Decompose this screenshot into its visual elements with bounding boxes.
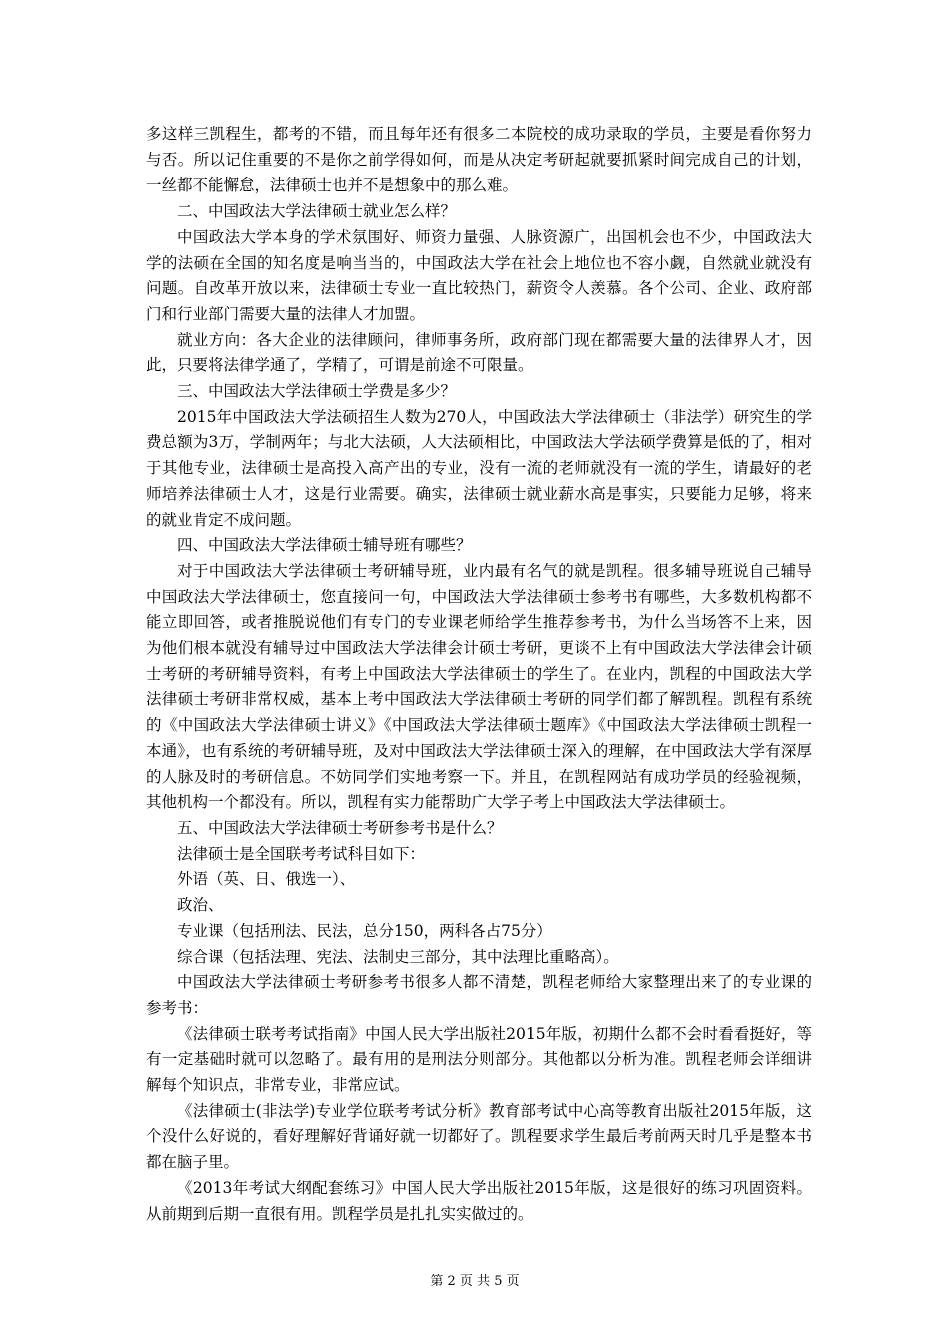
paragraph: 法律硕士是全国联考考试科目如下：	[177, 844, 426, 863]
paragraph: 三、中国政法大学法律硕士学费是多少？	[177, 382, 457, 401]
document-body	[146, 122, 812, 1227]
paragraph: 综合课（包括法理、宪法、法制史三部分，其中法理比重略高）。	[177, 947, 619, 966]
paragraph: 政治、	[177, 896, 224, 915]
paragraph: 二、中国政法大学法律硕士就业怎么样？	[177, 202, 457, 221]
paragraph: 《法律硕士联考考试指南》中国人民大学出版社2015年版，初期什么都不会时看看挺好，等有一定基础时就可以忽略了。最有用的是刑法分则部分。其他都以分析为准。凯程老师会详细讲解每个知识点，非常专业，非常应试。	[146, 1024, 812, 1095]
paragraph: 《2013年考试大纲配套练习》中国人民大学出版社2015年版，这是很好的练习巩固资料。从前期到后期一直很有用。凯程学员是扎扎实实做过的。	[146, 1178, 812, 1223]
paragraph: 就业方向：各大企业的法律顾问，律师事务所，政府部门现在都需要大量的法律界人才，因此，只要将法律学通了，学精了，可谓是前途不可限量。	[146, 330, 812, 375]
page-footer: 第 2 页 共 5 页	[430, 1274, 520, 1289]
paragraph: 对于中国政法大学法律硕士考研辅导班，业内最有名气的就是凯程。很多辅导班说自己辅导中国政法大学法律硕士，您直接问一句，中国政法大学法律硕士参考书有哪些，大多数机构都不能立即回答，或者推脱说他们有专门的专业课老师给学生推荐参考书，为什么当场答不上来，因为他们根本就没有辅导过中国政法大学法律会计硕士考研，更谈不上有中国政法大学法律会计硕士考研的考研辅导资料，有考上中国政法大学法律硕士的学生了。在业内，凯程的中国政法大学法律硕士考研非常权威，基本上考中国政法大学法律硕士考研的同学们都了解凯程。凯程有系统的《中国政法大学法律硕士讲义》《中国政法大学法律硕士题库》《中国政法大学法律硕士凯程一本通》，也有系统的考研辅导班，及对中国政法大学法律硕士深入的理解，在中国政法大学有深厚的人脉及时的考研信息。不妨同学们实地考察一下。并且，在凯程网站有成功学员的经验视频，其他机构一个都没有。所以，凯程有实力能帮助广大学子考上中国政法大学法律硕士。	[146, 561, 812, 812]
paragraph: 专业课（包括刑法、民法，总分150，两科各占75分）	[177, 921, 552, 940]
paragraph: 《法律硕士(非法学)专业学位联考考试分析》教育部考试中心高等教育出版社2015年版，这个没什么好说的，看好理解好背诵好就一切都好了。凯程要求学生最后考前两天时几乎是整本书都在脑子里。	[146, 1101, 812, 1172]
paragraph: 中国政法大学法律硕士考研参考书很多人都不清楚，凯程老师给大家整理出来了的专业课的参考书：	[146, 973, 812, 1017]
paragraph: 2015年中国政法大学法硕招生人数为270人，中国政法大学法律硕士（非法学）研究生的学费总额为3万，学制两年；与北大法硕，人大法硕相比，中国政法大学法硕学费算是低的了，相对于其他专业，法律硕士是高投入高产出的专业，没有一流的老师就没有一流的学生，请最好的老师培养法律硕士人才，这是行业需要。确实，法律硕士就业薪水高是事实，只要能力足够，将来的就业肯定不成问题。	[146, 407, 812, 529]
paragraph: 四、中国政法大学法律硕士辅导班有哪些？	[177, 536, 472, 555]
paragraph: 外语（英、日、俄选一）、	[177, 870, 356, 889]
paragraph: 五、中国政法大学法律硕士考研参考书是什么？	[177, 818, 503, 837]
paragraph: 中国政法大学本身的学术氛围好、师资力量强、人脉资源广，出国机会也不少，中国政法大学的法硕在全国的知名度是响当当的，中国政法大学在社会上地位也不容小觑，自然就业就没有问题。自改革开放以来，法律硕士专业一直比较热门，薪资令人羡慕。各个公司、企业、政府部门和行业部门需要大量的法律人才加盟。	[146, 227, 812, 323]
paragraph: 多这样三凯程生，都考的不错，而且每年还有很多二本院校的成功录取的学员，主要是看你努力与否。所以记住重要的不是你之前学得如何，而是从决定考研起就要抓紧时间完成自己的计划，一丝都不能懈怠，法律硕士也并不是想象中的那么难。	[146, 125, 812, 195]
